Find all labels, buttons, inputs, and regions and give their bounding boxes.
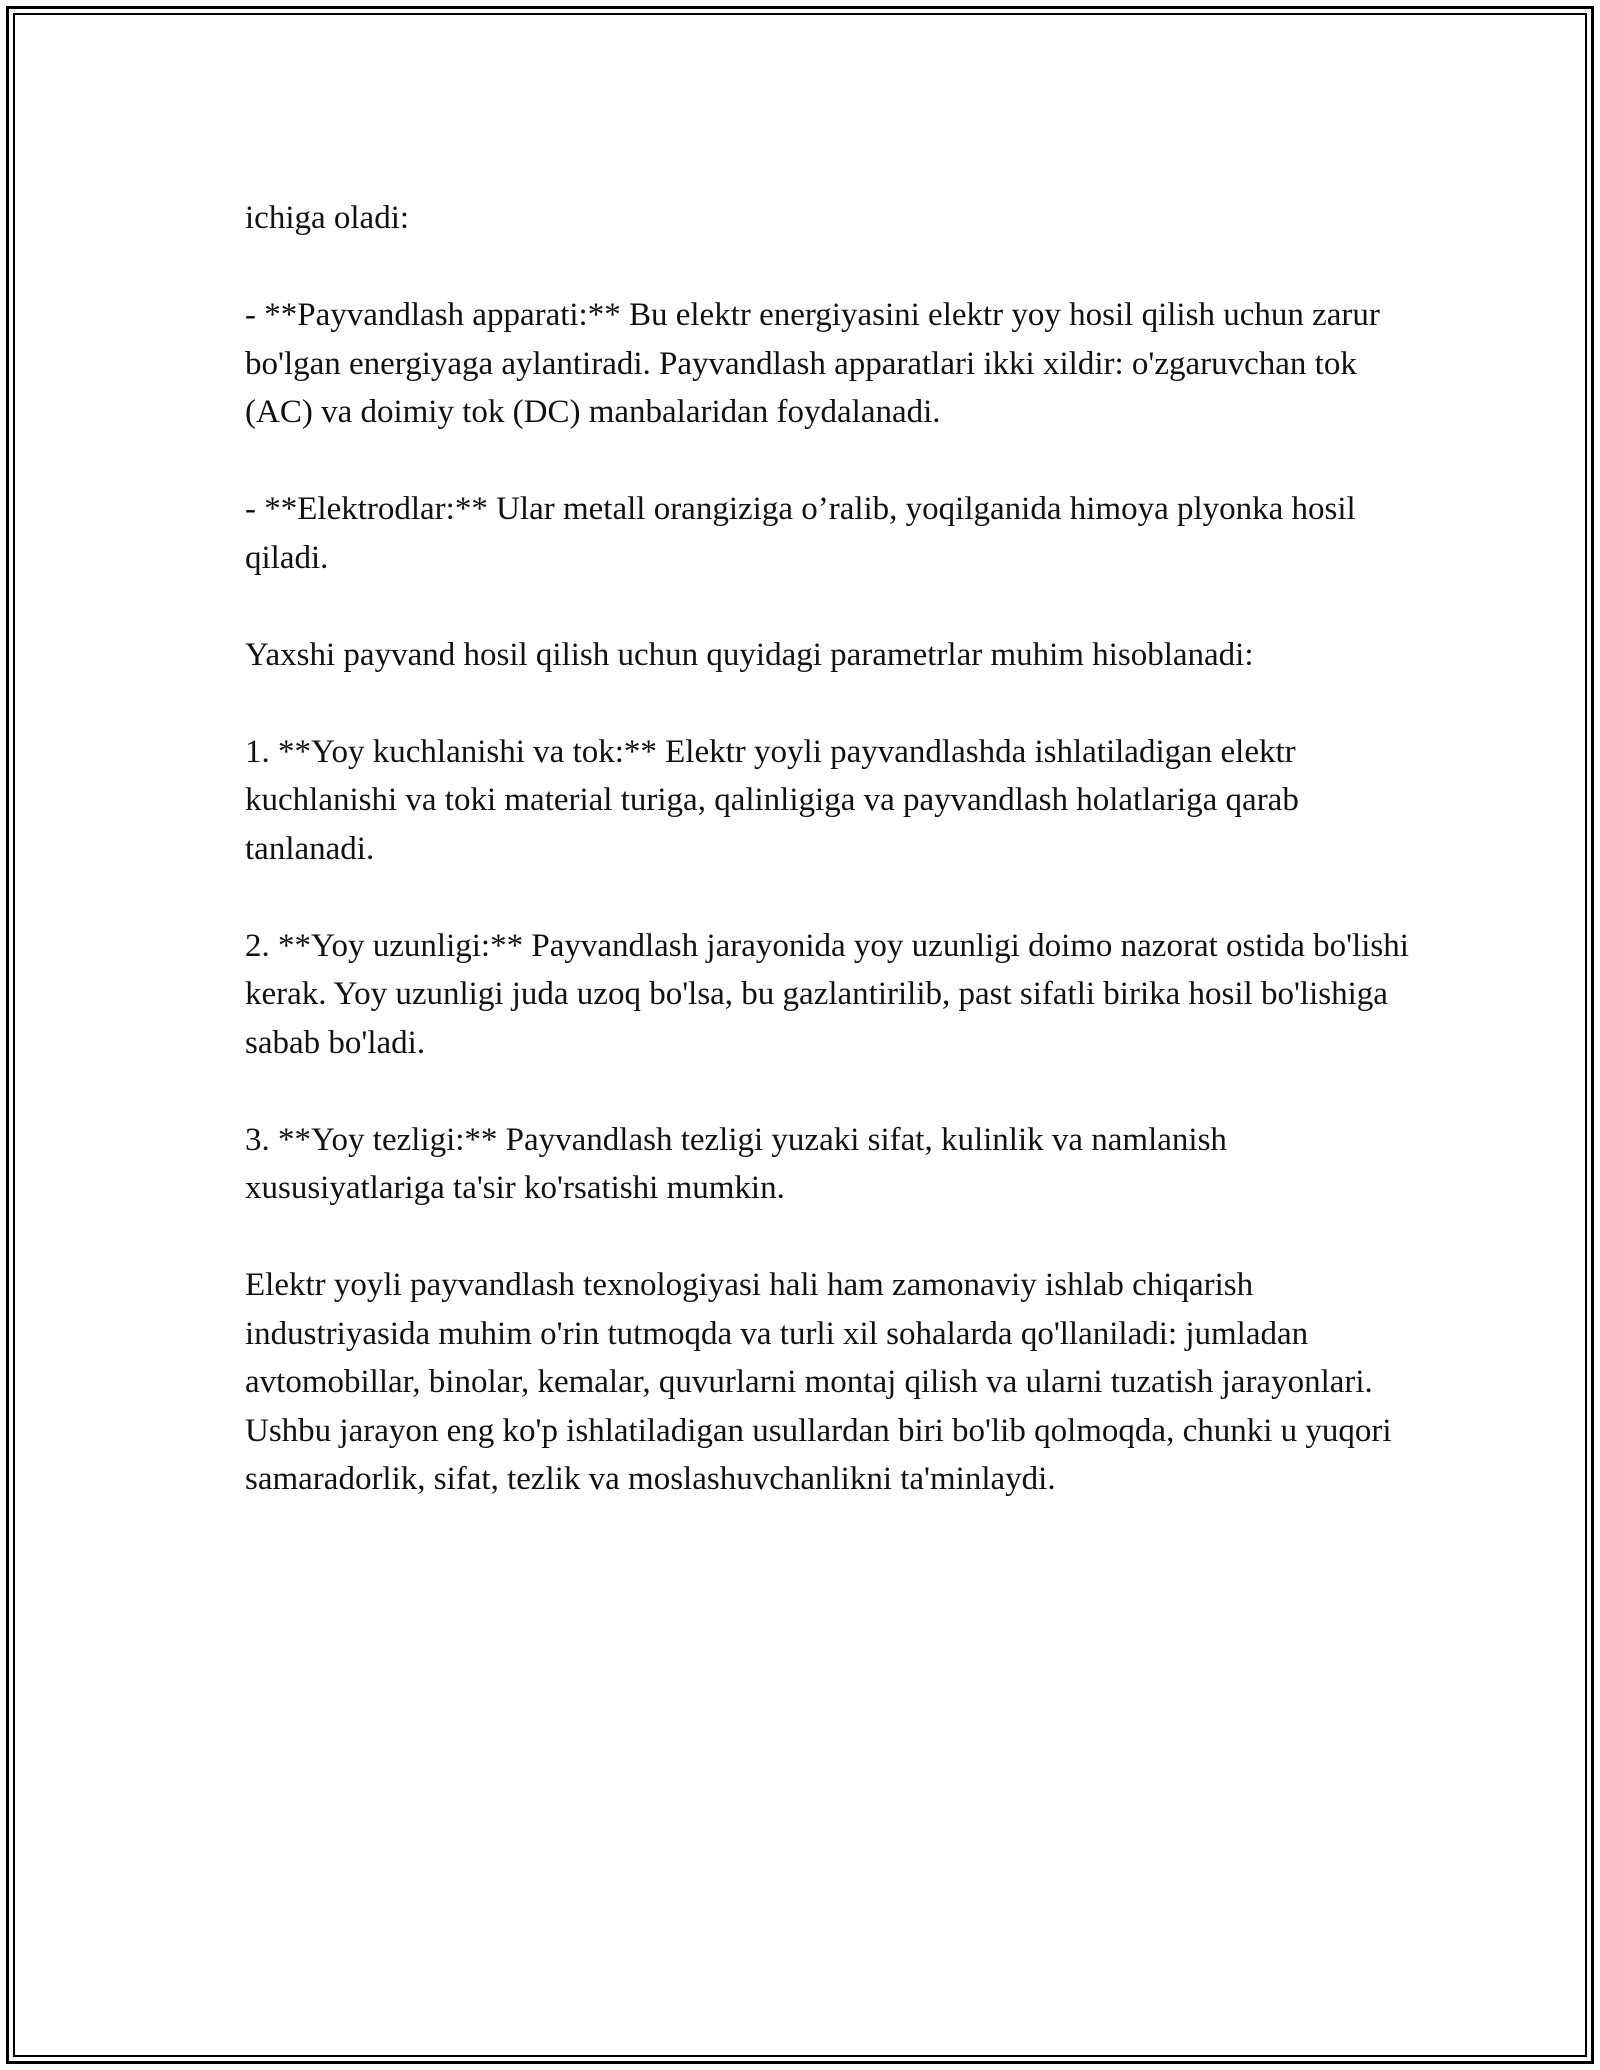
page-frame <box>6 6 1594 2064</box>
paragraph-conclusion: Elektr yoyli payvandlash texnologiyasi hali ham zamonaviy ishlab chiqarish industriyasida muhim o'rin tutmoqda va turli xil sohalarda qo'llaniladi: jumladan avtomobillar, binolar, kemalar, quvurlarni montaj qilish va ularni tuzatish jarayonlari. Ushbu jarayon eng ko'p ishlatiladigan usullardan biri bo'lib qolmoqda, chunki u yuqori samaradorlik, sifat, tezlik va moslashuvchanlikni ta'minlaydi. <box>245 1267 1392 1497</box>
paragraph-arc-length: 2. **Yoy uzunligi:** Payvandlash jarayonida yoy uzunligi doimo nazorat ostida bo'lishi kerak. Yoy uzunligi juda uzoq bo'lsa, bu gazlantirilib, past sifatli birika hosil bo'lishiga sabab bo'ladi. <box>245 927 1409 1061</box>
paragraph-welding-apparatus: - **Payvandlash apparati:** Bu elektr energiyasini elektr yoy hosil qilish uchun zarur bo'lgan energiyaga aylantiradi. Payvandlash apparatlari ikki xildir: o'zgaruvchan tok (AC) va doimiy tok (DC) manbalaridan foydalanadi. <box>245 297 1380 430</box>
paragraph-arc-voltage-current: 1. **Yoy kuchlanishi va tok:** Elektr yoyli payvandlashda ishlatiladigan elektr kuchlanishi va toki material turiga, qalinligiga va payvandlash holatlariga qarab tanlanadi. <box>245 733 1299 867</box>
paragraph-intro-continuation: ichiga oladi: <box>245 200 410 236</box>
paragraph-electrodes: - **Elektrodlar:** Ular metall orangiziga o’ralib, yoqilganida himoya plyonka hosil qiladi. <box>245 491 1356 576</box>
paragraph-parameters-intro: Yaxshi payvand hosil qilish uchun quyidagi parametrlar muhim hisoblanadi: <box>245 636 1254 673</box>
paragraph-arc-speed: 3. **Yoy tezligi:** Payvandlash tezligi yuzaki sifat, kulinlik va namlanish xususiyatlariga ta'sir ko'rsatishi mumkin. <box>245 1121 1227 1206</box>
document-body <box>245 194 1415 1552</box>
